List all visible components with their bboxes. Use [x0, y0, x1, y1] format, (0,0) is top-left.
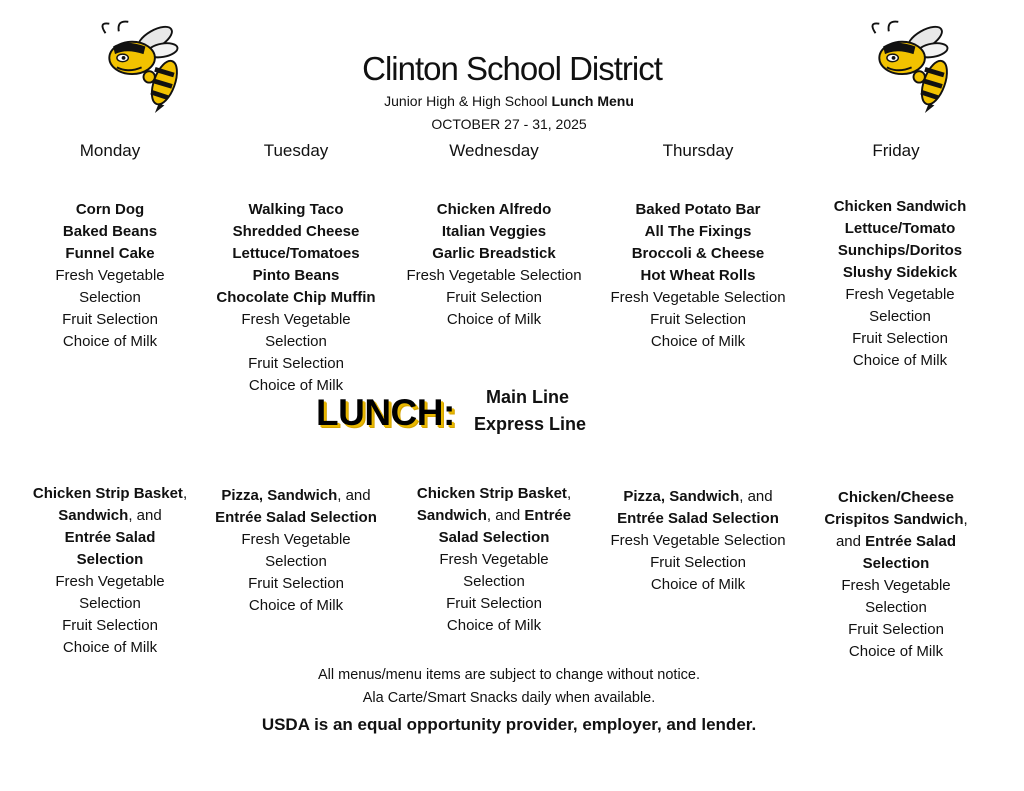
menu-item-bold: Sandwich: [416, 507, 487, 524]
menu-line: [196, 573, 396, 595]
menu-item-text: Fresh Vegetable: [241, 531, 351, 548]
menu-item-text: Choice of Milk: [248, 597, 344, 614]
main-line-thursday: [598, 199, 798, 353]
menu-line: [10, 483, 210, 505]
express-line-thursday: [598, 486, 798, 596]
menu-item-text: Fresh Vegetable Selection: [406, 267, 582, 284]
menu-line: [196, 287, 396, 309]
menu-item-text: Choice of Milk: [650, 576, 746, 593]
menu-item-text: Fruit Selection: [446, 595, 542, 612]
menu-line: [394, 309, 594, 331]
day-header-thursday: Thursday: [662, 141, 734, 160]
main-line-tuesday: [196, 199, 396, 397]
day-header-monday: Monday: [79, 141, 141, 160]
menu-item-bold: Chicken Sandwich: [833, 198, 967, 215]
day-header-wednesday: Wednesday: [449, 141, 539, 160]
menu-line: [598, 265, 798, 287]
menu-line: [800, 350, 1000, 372]
menu-line: [394, 549, 594, 571]
express-line-tuesday: [196, 485, 396, 617]
menu-line: [598, 530, 798, 552]
menu-item-text: Fruit Selection: [62, 617, 158, 634]
menu-line: [394, 505, 594, 527]
menu-item-bold: Selection: [862, 555, 930, 572]
menu-line: [10, 287, 210, 309]
menu-item-bold: Chocolate Chip Muffin: [216, 289, 376, 306]
express-line-label: Express Line: [474, 414, 587, 434]
menu-line: [598, 287, 798, 309]
menu-line: [196, 243, 396, 265]
menu-item-bold: Pizza, Sandwich: [623, 488, 740, 505]
menu-line: [196, 221, 396, 243]
menu-item-text: Choice of Milk: [852, 352, 948, 369]
menu-item-text: Selection: [265, 333, 327, 350]
menu-item-bold: Chicken Strip Basket: [32, 485, 183, 502]
menu-line: [394, 571, 594, 593]
menu-item-text: Fruit Selection: [650, 554, 746, 571]
menu-item-bold: Chicken Strip Basket: [416, 485, 567, 502]
menu-item-text: Fruit Selection: [650, 311, 746, 328]
menu-item-bold: Selection: [76, 551, 144, 568]
express-line-wednesday: [394, 483, 594, 637]
menu-item-text: Selection: [265, 553, 327, 570]
menu-line: [598, 486, 798, 508]
menu-item-text: , and: [739, 488, 773, 505]
menu-item-text: Fresh Vegetable: [439, 551, 549, 568]
menu-item-bold: Shredded Cheese: [232, 223, 360, 240]
menu-item-text: Fruit Selection: [248, 575, 344, 592]
menu-item-bold: Chicken/Cheese: [838, 489, 954, 506]
menu-line: [196, 309, 396, 331]
menu-line: [598, 199, 798, 221]
menu-line: [796, 597, 996, 619]
menu-item-text: Choice of Milk: [446, 311, 542, 328]
menu-line: [10, 199, 210, 221]
menu-item-text: Choice of Milk: [848, 643, 944, 660]
menu-line: [598, 508, 798, 530]
main-line-friday: [800, 196, 1000, 372]
menu-line: [800, 284, 1000, 306]
menu-item-text: and: [835, 533, 866, 550]
menu-line: [10, 637, 210, 659]
menu-line: [10, 309, 210, 331]
menu-item-text: Selection: [869, 308, 931, 325]
menu-item-bold: Italian Veggies: [441, 223, 547, 240]
menu-line: [394, 527, 594, 549]
menu-line: [394, 265, 594, 287]
main-line-wednesday: [394, 199, 594, 331]
menu-item-bold: Lettuce/Tomatoes: [232, 245, 360, 262]
menu-line: [196, 507, 396, 529]
menu-line: [394, 199, 594, 221]
menu-item-text: Fresh Vegetable: [845, 286, 955, 303]
menu-line: [796, 553, 996, 575]
menu-line: [796, 509, 996, 531]
menu-item-text: ,: [963, 511, 968, 528]
express-line-monday: [10, 483, 210, 659]
menu-item-text: Selection: [865, 599, 927, 616]
subtitle-bold: Lunch Menu: [551, 93, 634, 109]
menu-item-bold: All The Fixings: [644, 223, 752, 240]
menu-item-bold: Entrée: [524, 507, 572, 524]
menu-line: [796, 531, 996, 553]
day-header-friday: Friday: [872, 141, 920, 160]
menu-line: [796, 487, 996, 509]
menu-item-text: ,: [182, 485, 188, 502]
menu-item-bold: Slushy Sidekick: [842, 264, 958, 281]
menu-item-bold: Funnel Cake: [65, 245, 155, 262]
menu-line: [196, 485, 396, 507]
menu-line: [800, 218, 1000, 240]
menu-item-text: Choice of Milk: [248, 377, 344, 394]
menu-dates: OCTOBER 27 - 31, 2025: [431, 116, 587, 132]
menu-line: [394, 287, 594, 309]
menu-line: [10, 593, 210, 615]
menu-item-text: , and: [337, 487, 371, 504]
day-header-tuesday: Tuesday: [263, 141, 329, 160]
menu-item-bold: Entrée Salad Selection: [617, 510, 779, 527]
line-legend: [474, 384, 594, 438]
menu-item-text: , and: [486, 507, 525, 524]
menu-item-bold: Lettuce/Tomato: [844, 220, 956, 237]
disclaimer-line: All menus/menu items are subject to change without notice.: [317, 667, 701, 683]
menu-line: [598, 552, 798, 574]
menu-item-text: Fruit Selection: [848, 621, 944, 638]
menu-item-text: ,: [566, 485, 572, 502]
menu-item-text: Fresh Vegetable: [841, 577, 951, 594]
menu-line: [800, 240, 1000, 262]
main-line-monday: [10, 199, 210, 353]
subtitle-prefix: Junior High & High School: [384, 93, 552, 109]
menu-line: [196, 353, 396, 375]
menu-item-bold: Pizza, Sandwich: [221, 487, 338, 504]
menu-line: [598, 331, 798, 353]
menu-line: [800, 328, 1000, 350]
menu-item-bold: Pinto Beans: [252, 267, 340, 284]
menu-item-text: Choice of Milk: [650, 333, 746, 350]
menu-item-bold: Salad Selection: [438, 529, 550, 546]
menu-item-bold: Garlic Breadstick: [432, 245, 556, 262]
menu-line: [800, 262, 1000, 284]
menu-item-bold: Entrée Salad: [865, 533, 957, 550]
menu-line: [196, 199, 396, 221]
menu-line: [10, 615, 210, 637]
menu-line: [796, 619, 996, 641]
menu-item-bold: Entrée Salad Selection: [215, 509, 377, 526]
menu-item-bold: Baked Potato Bar: [635, 201, 761, 218]
menu-line: [394, 615, 594, 637]
menu-line: [598, 574, 798, 596]
usda-statement: USDA is an equal opportunity provider, employer, and lender.: [261, 715, 757, 734]
express-line-friday: [796, 487, 996, 663]
menu-line: [10, 221, 210, 243]
menu-item-text: Fruit Selection: [62, 311, 158, 328]
menu-line: [196, 529, 396, 551]
menu-item-text: Fresh Vegetable: [55, 573, 165, 590]
menu-subtitle: [0, 93, 1018, 109]
menu-line: [796, 641, 996, 663]
menu-line: [800, 306, 1000, 328]
menu-item-text: Fresh Vegetable: [241, 311, 351, 328]
menu-line: [10, 571, 210, 593]
menu-item-text: Selection: [79, 289, 141, 306]
menu-item-bold: Sandwich: [58, 507, 129, 524]
menu-line: [196, 331, 396, 353]
menu-item-text: Fruit Selection: [446, 289, 542, 306]
menu-item-text: Fruit Selection: [248, 355, 344, 372]
menu-item-text: Fresh Vegetable Selection: [610, 532, 786, 549]
menu-line: [598, 243, 798, 265]
menu-line: [10, 265, 210, 287]
menu-item-text: Selection: [79, 595, 141, 612]
menu-item-bold: Hot Wheat Rolls: [640, 267, 756, 284]
menu-line: [796, 575, 996, 597]
menu-item-bold: Baked Beans: [62, 223, 158, 240]
menu-line: [10, 549, 210, 571]
menu-item-bold: Broccoli & Cheese: [631, 245, 765, 262]
menu-item-text: Choice of Milk: [62, 639, 158, 656]
menu-item-bold: Walking Taco: [248, 201, 344, 218]
menu-item-text: Choice of Milk: [446, 617, 542, 634]
menu-item-text: Choice of Milk: [62, 333, 158, 350]
menu-line: [10, 527, 210, 549]
lunch-label: LUNCH:: [316, 392, 455, 433]
menu-item-text: Fresh Vegetable: [55, 267, 165, 284]
menu-line: [196, 595, 396, 617]
menu-item-text: Selection: [463, 573, 525, 590]
menu-line: [10, 505, 210, 527]
menu-line: [394, 221, 594, 243]
main-line-label: Main Line: [486, 387, 570, 407]
menu-line: [394, 483, 594, 505]
menu-item-bold: Chicken Alfredo: [436, 201, 552, 218]
menu-line: [800, 196, 1000, 218]
menu-line: [394, 593, 594, 615]
menu-item-bold: Sunchips/Doritos: [837, 242, 963, 259]
menu-line: [10, 243, 210, 265]
menu-line: [196, 551, 396, 573]
smart-snacks-line: Ala Carte/Smart Snacks daily when available.: [362, 690, 656, 706]
menu-item-bold: Crispitos Sandwich: [824, 511, 964, 528]
menu-line: [598, 309, 798, 331]
menu-item-bold: Corn Dog: [75, 201, 145, 218]
page-title: Clinton School District: [362, 50, 662, 87]
menu-line: [394, 243, 594, 265]
menu-line: [10, 331, 210, 353]
menu-item-text: , and: [128, 507, 162, 524]
menu-item-text: Fresh Vegetable Selection: [610, 289, 786, 306]
menu-line: [598, 221, 798, 243]
menu-line: [196, 265, 396, 287]
menu-item-text: Fruit Selection: [852, 330, 948, 347]
menu-item-bold: Entrée Salad: [64, 529, 156, 546]
